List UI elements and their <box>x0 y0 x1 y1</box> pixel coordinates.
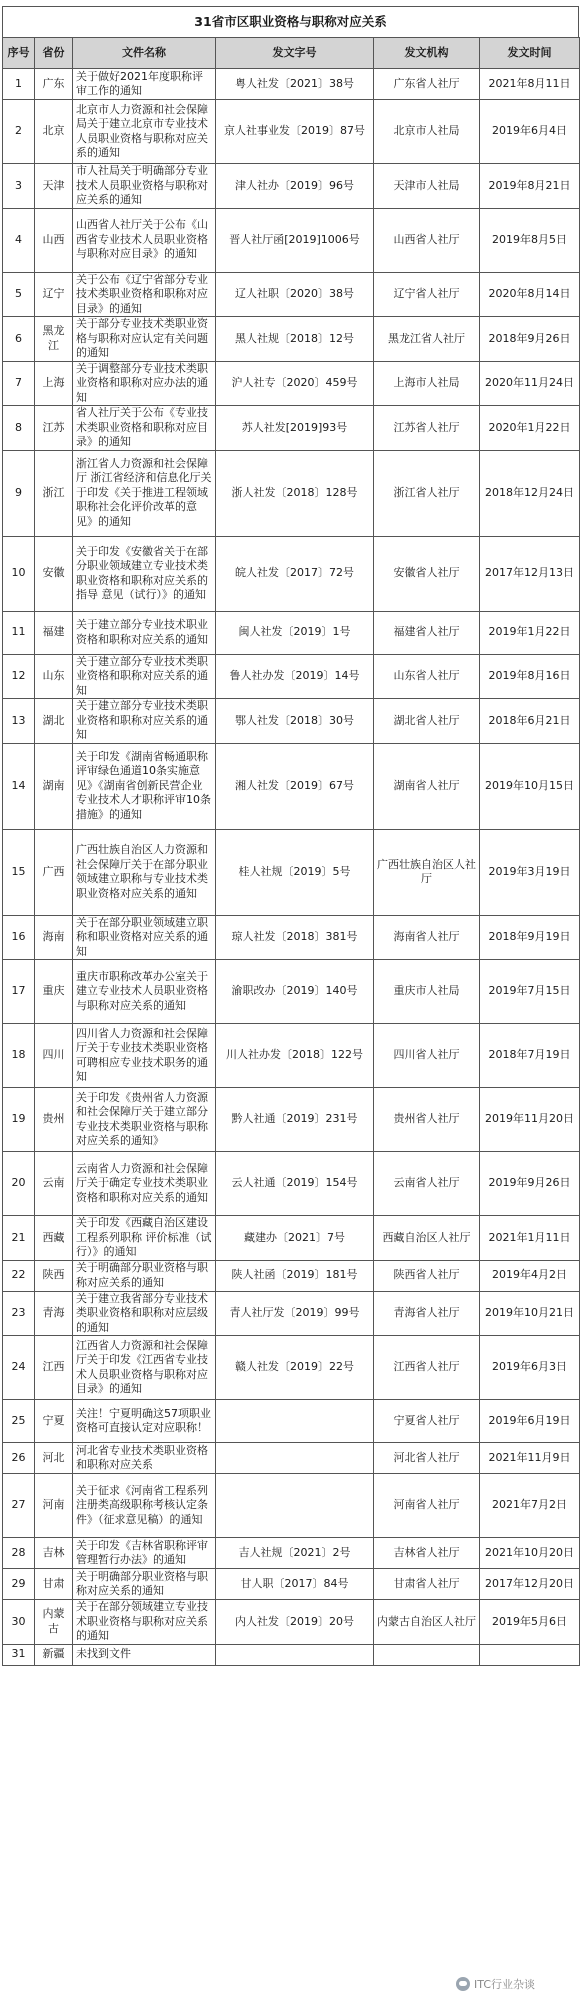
table-row <box>3 406 580 451</box>
col-header-date: 发文时间 <box>480 38 580 69</box>
cell-name: 关于明确部分职业资格与职称对应关系的通知 <box>73 1569 216 1600</box>
cell-no: 1 <box>3 69 35 100</box>
cell-name: 关于建立部分专业技术类职业资格和职称对应关系的通知 <box>73 699 216 744</box>
cell-name: 四川省人力资源和社会保障厅关于专业技术类职业资格可聘相应专业技术职务的通知 <box>73 1024 216 1088</box>
cell-province: 辽宁 <box>35 272 73 317</box>
cell-date <box>480 1644 580 1665</box>
cell-org: 湖南省人社厅 <box>374 743 480 829</box>
cell-province: 北京 <box>35 100 73 164</box>
cell-province: 江西 <box>35 1336 73 1400</box>
cell-org: 福建省人社厅 <box>374 611 480 654</box>
cell-no: 12 <box>3 654 35 699</box>
cell-code: 苏人社发[2019]93号 <box>216 406 374 451</box>
table-row <box>3 1400 580 1443</box>
cell-no: 29 <box>3 1569 35 1600</box>
cell-org: 山东省人社厅 <box>374 654 480 699</box>
cell-name: 重庆市职称改革办公室关于建立专业技术人员职业资格与职称对应关系的通知 <box>73 960 216 1024</box>
table-row <box>3 1216 580 1261</box>
cell-name: 关于印发《湖南省畅通职称评审绿色通道10条实施意见》《湖南省创新民营企业专业技术人才职称评审10条措施》的通知 <box>73 743 216 829</box>
cell-no: 28 <box>3 1538 35 1569</box>
cell-org: 河北省人社厅 <box>374 1443 480 1474</box>
cell-org: 吉林省人社厅 <box>374 1538 480 1569</box>
cell-province: 江苏 <box>35 406 73 451</box>
cell-org: 浙江省人社厅 <box>374 450 480 536</box>
cell-name: 关于印发《贵州省人力资源和社会保障厅关于建立部分专业技术类职业资格与职称对应关系的通知》 <box>73 1088 216 1152</box>
cell-code: 津人社办〔2019〕96号 <box>216 164 374 209</box>
cell-name: 关于调整部分专业技术类职业资格和职称对应办法的通知 <box>73 361 216 406</box>
cell-no: 19 <box>3 1088 35 1152</box>
cell-date: 2019年6月4日 <box>480 100 580 164</box>
cell-name: 关于在部分职业领域建立职称和职业资格对应关系的通知 <box>73 915 216 960</box>
cell-province: 陕西 <box>35 1260 73 1291</box>
cell-province: 山东 <box>35 654 73 699</box>
table-row <box>3 1538 580 1569</box>
cell-province: 安徽 <box>35 536 73 611</box>
table-row <box>3 699 580 744</box>
cell-name: 市人社局关于明确部分专业技术人员职业资格与职称对应关系的通知 <box>73 164 216 209</box>
cell-no: 4 <box>3 208 35 272</box>
cell-org: 江西省人社厅 <box>374 1336 480 1400</box>
cell-code: 黑人社规〔2018〕12号 <box>216 317 374 362</box>
table-row <box>3 164 580 209</box>
cell-no: 13 <box>3 699 35 744</box>
cell-province: 青海 <box>35 1291 73 1336</box>
cell-org: 上海市人社局 <box>374 361 480 406</box>
cell-date: 2019年8月16日 <box>480 654 580 699</box>
cell-no: 7 <box>3 361 35 406</box>
table-row <box>3 1600 580 1645</box>
cell-date: 2018年6月21日 <box>480 699 580 744</box>
col-header-org: 发文机构 <box>374 38 480 69</box>
cell-no: 20 <box>3 1152 35 1216</box>
cell-org: 甘肃省人社厅 <box>374 1569 480 1600</box>
cell-no: 22 <box>3 1260 35 1291</box>
table-row <box>3 450 580 536</box>
header-row <box>3 38 580 69</box>
cell-no: 27 <box>3 1474 35 1538</box>
cell-province: 四川 <box>35 1024 73 1088</box>
cell-name: 关于征求《河南省工程系列注册类高级职称考核认定条件》（征求意见稿）的通知 <box>73 1474 216 1538</box>
cell-no: 21 <box>3 1216 35 1261</box>
cell-date: 2019年1月22日 <box>480 611 580 654</box>
cell-code: 川人社办发〔2018〕122号 <box>216 1024 374 1088</box>
cell-date: 2019年4月2日 <box>480 1260 580 1291</box>
cell-province: 吉林 <box>35 1538 73 1569</box>
col-header-name: 文件名称 <box>73 38 216 69</box>
table-row <box>3 915 580 960</box>
cell-org <box>374 1644 480 1665</box>
cell-name: 关于印发《西藏自治区建设工程系列职称 评价标准（试行）》的通知 <box>73 1216 216 1261</box>
data-table <box>2 37 580 1666</box>
cell-org: 广东省人社厅 <box>374 69 480 100</box>
cell-no: 9 <box>3 450 35 536</box>
cell-date: 2019年8月5日 <box>480 208 580 272</box>
cell-code: 陕人社函〔2019〕181号 <box>216 1260 374 1291</box>
wechat-icon <box>456 1977 470 1991</box>
cell-code: 甘人职〔2017〕84号 <box>216 1569 374 1600</box>
cell-date: 2019年3月19日 <box>480 829 580 915</box>
cell-name: 广西壮族自治区人力资源和社会保障厅关于在部分职业领域建立职称与专业技术类职业资格对应关系的通知 <box>73 829 216 915</box>
cell-code: 琼人社发〔2018〕381号 <box>216 915 374 960</box>
cell-no: 26 <box>3 1443 35 1474</box>
cell-province: 湖北 <box>35 699 73 744</box>
cell-date: 2021年8月11日 <box>480 69 580 100</box>
table-row <box>3 1336 580 1400</box>
cell-name: 关于做好2021年度职称评审工作的通知 <box>73 69 216 100</box>
cell-province: 广西 <box>35 829 73 915</box>
cell-no: 16 <box>3 915 35 960</box>
cell-no: 3 <box>3 164 35 209</box>
cell-date: 2017年12月13日 <box>480 536 580 611</box>
table-row <box>3 654 580 699</box>
cell-province: 广东 <box>35 69 73 100</box>
cell-org: 宁夏省人社厅 <box>374 1400 480 1443</box>
table-row <box>3 611 580 654</box>
cell-province: 黑龙江 <box>35 317 73 362</box>
cell-name: 未找到文件 <box>73 1644 216 1665</box>
cell-no: 17 <box>3 960 35 1024</box>
cell-name: 省人社厅关于公布《专业技术类职业资格和职称对应目录》的通知 <box>73 406 216 451</box>
cell-province: 浙江 <box>35 450 73 536</box>
watermark-text: ITC行业杂谈 <box>474 1978 535 1991</box>
cell-org: 西藏自治区人社厅 <box>374 1216 480 1261</box>
cell-org: 青海省人社厅 <box>374 1291 480 1336</box>
cell-code: 鄂人社发〔2018〕30号 <box>216 699 374 744</box>
table-row <box>3 1088 580 1152</box>
cell-name: 关注！宁夏明确这57项职业资格可直接认定对应职称！ <box>73 1400 216 1443</box>
cell-name: 云南省人力资源和社会保障厅关于确定专业技术类职业资格和职称对应关系的通知 <box>73 1152 216 1216</box>
cell-province: 山西 <box>35 208 73 272</box>
cell-org: 江苏省人社厅 <box>374 406 480 451</box>
cell-date: 2019年11月20日 <box>480 1088 580 1152</box>
cell-org: 广西壮族自治区人社厅 <box>374 829 480 915</box>
table-title: 31省市区职业资格与职称对应关系 <box>2 6 579 37</box>
cell-date: 2021年11月9日 <box>480 1443 580 1474</box>
cell-province: 新疆 <box>35 1644 73 1665</box>
cell-no: 2 <box>3 100 35 164</box>
cell-no: 24 <box>3 1336 35 1400</box>
cell-date: 2018年9月26日 <box>480 317 580 362</box>
cell-name: 关于印发《安徽省关于在部分职业领域建立专业技术类职业资格和职称对应关系的指导 意见（试行）》的通知 <box>73 536 216 611</box>
cell-date: 2020年1月22日 <box>480 406 580 451</box>
cell-org: 天津市人社局 <box>374 164 480 209</box>
cell-org: 重庆市人社局 <box>374 960 480 1024</box>
cell-org: 四川省人社厅 <box>374 1024 480 1088</box>
cell-date: 2019年7月15日 <box>480 960 580 1024</box>
table-row <box>3 536 580 611</box>
cell-code: 赣人社发〔2019〕22号 <box>216 1336 374 1400</box>
cell-date: 2021年1月11日 <box>480 1216 580 1261</box>
document-sheet <box>2 6 579 1666</box>
cell-name: 江西省人力资源和社会保障厅关于印发《江西省专业技术人员职业资格与职称对应目录》的通知 <box>73 1336 216 1400</box>
cell-code: 粤人社发〔2021〕38号 <box>216 69 374 100</box>
cell-code: 晋人社厅函[2019]1006号 <box>216 208 374 272</box>
cell-name: 关于部分专业技术类职业资格与职称对应认定有关问题的通知 <box>73 317 216 362</box>
cell-date: 2019年10月15日 <box>480 743 580 829</box>
cell-code: 鲁人社办发〔2019〕14号 <box>216 654 374 699</box>
cell-name: 浙江省人力资源和社会保障厅 浙江省经济和信息化厅关于印发《关于推进工程领域职称社会化评价改革的意见》的通知 <box>73 450 216 536</box>
cell-province: 海南 <box>35 915 73 960</box>
cell-province: 河南 <box>35 1474 73 1538</box>
table-row <box>3 1474 580 1538</box>
cell-date: 2020年11月24日 <box>480 361 580 406</box>
cell-org: 河南省人社厅 <box>374 1474 480 1538</box>
cell-no: 30 <box>3 1600 35 1645</box>
cell-org: 北京市人社局 <box>374 100 480 164</box>
cell-code: 京人社事业发〔2019〕87号 <box>216 100 374 164</box>
cell-org: 海南省人社厅 <box>374 915 480 960</box>
cell-province: 上海 <box>35 361 73 406</box>
cell-date: 2020年8月14日 <box>480 272 580 317</box>
table-row <box>3 208 580 272</box>
cell-code: 辽人社职〔2020〕38号 <box>216 272 374 317</box>
cell-date: 2019年6月19日 <box>480 1400 580 1443</box>
cell-no: 11 <box>3 611 35 654</box>
table-row <box>3 1024 580 1088</box>
cell-date: 2019年6月3日 <box>480 1336 580 1400</box>
cell-name: 关于在部分领域建立专业技术职业资格与职称对应关系的通知 <box>73 1600 216 1645</box>
cell-name: 关于印发《吉林省职称评审管理暂行办法》的通知 <box>73 1538 216 1569</box>
cell-code: 沪人社专〔2020〕459号 <box>216 361 374 406</box>
cell-name: 关于建立部分专业技术职业资格和职称对应关系的通知 <box>73 611 216 654</box>
table-row <box>3 960 580 1024</box>
cell-province: 湖南 <box>35 743 73 829</box>
cell-code: 桂人社规〔2019〕5号 <box>216 829 374 915</box>
cell-code: 黔人社通〔2019〕231号 <box>216 1088 374 1152</box>
cell-date: 2018年12月24日 <box>480 450 580 536</box>
cell-no: 15 <box>3 829 35 915</box>
cell-date: 2021年10月20日 <box>480 1538 580 1569</box>
table-row <box>3 829 580 915</box>
table-row <box>3 743 580 829</box>
cell-org: 云南省人社厅 <box>374 1152 480 1216</box>
cell-no: 23 <box>3 1291 35 1336</box>
cell-province: 甘肃 <box>35 1569 73 1600</box>
cell-org: 陕西省人社厅 <box>374 1260 480 1291</box>
cell-name: 山西省人社厅关于公布《山西省专业技术人员职业资格与职称对应目录》的通知 <box>73 208 216 272</box>
table-row <box>3 272 580 317</box>
cell-org: 黑龙江省人社厅 <box>374 317 480 362</box>
cell-org: 辽宁省人社厅 <box>374 272 480 317</box>
col-header-code: 发文字号 <box>216 38 374 69</box>
table-row <box>3 1569 580 1600</box>
cell-code: 青人社厅发〔2019〕99号 <box>216 1291 374 1336</box>
cell-no: 18 <box>3 1024 35 1088</box>
table-row <box>3 100 580 164</box>
cell-date: 2019年5月6日 <box>480 1600 580 1645</box>
cell-code <box>216 1400 374 1443</box>
cell-name: 河北省专业技术类职业资格和职称对应关系 <box>73 1443 216 1474</box>
cell-date: 2018年7月19日 <box>480 1024 580 1088</box>
table-row <box>3 1291 580 1336</box>
cell-code: 渝职改办〔2019〕140号 <box>216 960 374 1024</box>
watermark <box>456 1976 535 1992</box>
cell-org: 安徽省人社厅 <box>374 536 480 611</box>
cell-code <box>216 1644 374 1665</box>
cell-province: 天津 <box>35 164 73 209</box>
cell-date: 2021年7月2日 <box>480 1474 580 1538</box>
cell-name: 关于公布《辽宁省部分专业技术类职业资格和职称对应目录》的通知 <box>73 272 216 317</box>
cell-province: 贵州 <box>35 1088 73 1152</box>
cell-code <box>216 1474 374 1538</box>
table-row <box>3 1260 580 1291</box>
cell-org: 贵州省人社厅 <box>374 1088 480 1152</box>
cell-no: 5 <box>3 272 35 317</box>
cell-code: 内人社发〔2019〕20号 <box>216 1600 374 1645</box>
cell-no: 31 <box>3 1644 35 1665</box>
cell-org: 湖北省人社厅 <box>374 699 480 744</box>
cell-date: 2018年9月19日 <box>480 915 580 960</box>
table-row <box>3 1644 580 1665</box>
table-row <box>3 69 580 100</box>
col-header-no: 序号 <box>3 38 35 69</box>
table-row <box>3 1443 580 1474</box>
cell-org: 山西省人社厅 <box>374 208 480 272</box>
table-row <box>3 1152 580 1216</box>
cell-no: 8 <box>3 406 35 451</box>
cell-code: 皖人社发〔2017〕72号 <box>216 536 374 611</box>
cell-province: 云南 <box>35 1152 73 1216</box>
cell-date: 2019年10月21日 <box>480 1291 580 1336</box>
cell-province: 福建 <box>35 611 73 654</box>
cell-date: 2017年12月20日 <box>480 1569 580 1600</box>
cell-province: 宁夏 <box>35 1400 73 1443</box>
cell-no: 6 <box>3 317 35 362</box>
cell-code: 云人社通〔2019〕154号 <box>216 1152 374 1216</box>
cell-name: 北京市人力资源和社会保障局关于建立北京市专业技术人员职业资格与职称对应关系的通知 <box>73 100 216 164</box>
col-header-province: 省份 <box>35 38 73 69</box>
cell-name: 关于建立部分专业技术类职业资格和职称对应关系的通知 <box>73 654 216 699</box>
cell-no: 10 <box>3 536 35 611</box>
cell-code: 藏建办〔2021〕7号 <box>216 1216 374 1261</box>
cell-no: 25 <box>3 1400 35 1443</box>
table-row <box>3 361 580 406</box>
table-row <box>3 317 580 362</box>
cell-code: 吉人社规〔2021〕2号 <box>216 1538 374 1569</box>
cell-province: 内蒙古 <box>35 1600 73 1645</box>
cell-code: 闽人社发〔2019〕1号 <box>216 611 374 654</box>
cell-province: 西藏 <box>35 1216 73 1261</box>
cell-province: 河北 <box>35 1443 73 1474</box>
cell-date: 2019年8月21日 <box>480 164 580 209</box>
cell-name: 关于明确部分职业资格与职称对应关系的通知 <box>73 1260 216 1291</box>
cell-code: 湘人社发〔2019〕67号 <box>216 743 374 829</box>
cell-code <box>216 1443 374 1474</box>
cell-province: 重庆 <box>35 960 73 1024</box>
cell-code: 浙人社发〔2018〕128号 <box>216 450 374 536</box>
cell-name: 关于建立我省部分专业技术类职业资格和职称对应层级的通知 <box>73 1291 216 1336</box>
cell-date: 2019年9月26日 <box>480 1152 580 1216</box>
cell-no: 14 <box>3 743 35 829</box>
cell-org: 内蒙古自治区人社厅 <box>374 1600 480 1645</box>
